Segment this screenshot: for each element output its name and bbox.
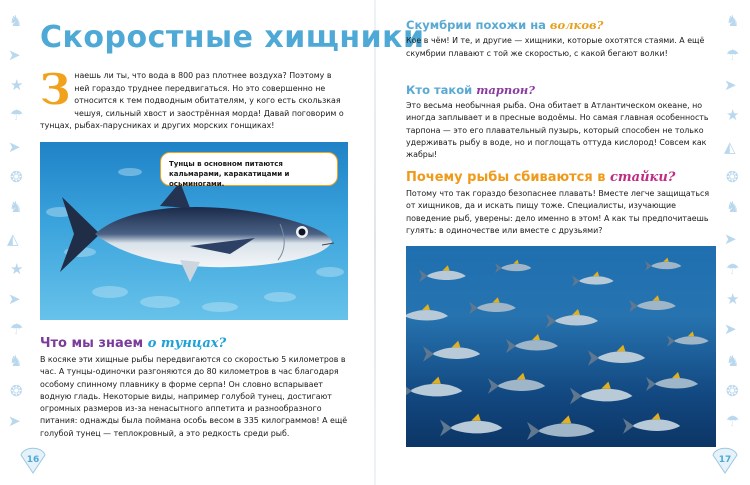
school-fish [406, 377, 462, 400]
school-fish [645, 258, 681, 271]
mackerel-paragraph: Кое в чём! И те, и другие — хищники, которые охотятся стаями. А ещё скумбрии плавают с той же скоростью, с какой бегают волки! [406, 36, 705, 58]
school-fish [629, 295, 676, 312]
school-fish [623, 413, 680, 434]
page-title: Скоростные хищники [40, 20, 425, 55]
school-fish [572, 271, 614, 286]
fish-icon: ➤ [8, 290, 21, 308]
seahorse-icon: ♞ [726, 12, 740, 30]
fish-icon: ➤ [724, 76, 737, 94]
seahorse-icon: ♞ [9, 352, 23, 370]
heading-text: Что мы знаем [40, 336, 144, 351]
section-heading-tuna [40, 336, 226, 351]
shark-icon: ◭ [724, 138, 736, 156]
school-fish [406, 304, 448, 323]
right-border-decoration [716, 0, 750, 485]
school-fish [469, 297, 516, 314]
fish-icon: ➤ [8, 46, 21, 64]
heading-accent: волков? [549, 18, 604, 32]
shark-icon: ◭ [7, 230, 19, 248]
page-number-text: 17 [718, 455, 732, 465]
jellyfish-icon: ☂ [10, 106, 24, 124]
starfish-icon: ★ [10, 76, 24, 94]
school-fish [667, 331, 709, 346]
section-heading-tarpon [406, 83, 535, 97]
intro-text: наешь ли ты, что вода в 800 раз плотнее воздуха? Поэтому в ней гораздо труднее передвигаться. Но это совершенно не относится к тем подводным обитателям, у кого есть скользкая чешуя, сильный хвост и заострённая морда! Давай поговорим о тунцах, рыбах-парусниках и других морских гонщиках! [40, 71, 344, 130]
school-fish [646, 372, 698, 391]
shell-icon: ❂ [10, 168, 23, 186]
school-fish [495, 260, 531, 273]
shell-icon: ❂ [726, 382, 739, 400]
school-fish [440, 414, 502, 437]
section-heading-mackerel [406, 18, 603, 32]
photo-caption-callout: Тунцы в основном питаются кальмарами, каракатицами и осьминогами. [160, 152, 338, 186]
heading-accent: стайки? [610, 170, 676, 185]
seahorse-icon: ♞ [726, 352, 740, 370]
school-fish [546, 309, 598, 328]
seahorse-icon: ♞ [726, 198, 740, 216]
drop-cap: З [40, 65, 71, 114]
page-number-text: 16 [26, 455, 40, 465]
starfish-icon: ★ [726, 106, 740, 124]
fish-icon: ➤ [724, 320, 737, 338]
fish-icon: ➤ [8, 138, 21, 156]
heading-text: Почему рыбы сбиваются в [406, 170, 606, 185]
school-fish [506, 334, 558, 353]
fish-icon: ➤ [724, 230, 737, 248]
section-heading-schools [406, 170, 675, 185]
seahorse-icon: ♞ [9, 198, 23, 216]
heading-accent: тарпон? [476, 83, 536, 97]
starfish-icon: ★ [726, 290, 740, 308]
jellyfish-icon: ☂ [726, 46, 740, 64]
heading-accent: о тунцах? [147, 336, 227, 351]
fish-icon: ➤ [8, 412, 21, 430]
school-fish [423, 341, 480, 362]
school-fish [527, 415, 595, 440]
jellyfish-icon: ☂ [726, 412, 740, 430]
seahorse-icon: ♞ [9, 12, 23, 30]
shell-icon: ❂ [10, 382, 23, 400]
jellyfish-icon: ☂ [726, 260, 740, 278]
fish-school-image [406, 246, 716, 447]
school-fish [488, 373, 545, 394]
school-fish [588, 345, 645, 366]
heading-text: Скумбрии похожи на [406, 18, 546, 32]
shell-icon: ❂ [726, 168, 739, 186]
left-border-decoration [0, 0, 34, 485]
heading-text: Кто такой [406, 83, 473, 97]
page-number-left [18, 450, 48, 470]
book-spine [374, 0, 376, 485]
intro-paragraph [40, 65, 348, 133]
tuna-paragraph: В косяке эти хищные рыбы передвигаются со скоростью 5 километров в час. А тунцы-одиночки разгоняются до 80 километров в час благодаря особому спинному плавнику в форме серпа! Он словно вспарывает водную гладь. Некоторые виды, например голубой тунец, достигают огромных размеров из-за ненасытного аппетита и разнообразного питания: однажды была поймана особь весом в 335 килограммов! А ещё голубой тунец — теплокровный, а это редкость среди рыб. [40, 355, 348, 438]
schools-paragraph: Потому что так гораздо безопаснее плавать! Вместе легче защищаться от хищников, да и искать пищу тоже. Специалисты, изучающие поведение рыб, уверены: дело именно в этом! А как ты предпочитаешь гулять: в одиночестве или вместе с друзьями? [406, 189, 710, 235]
jellyfish-icon: ☂ [10, 320, 24, 338]
starfish-icon: ★ [10, 260, 24, 278]
page-number-right [710, 450, 740, 470]
school-fish [570, 382, 632, 405]
fish-school-illustration [406, 246, 716, 447]
school-fish [419, 265, 466, 282]
tarpon-paragraph: Это весьма необычная рыба. Она обитает в Атлантическом океане, но иногда заплывает и в пресные водоёмы. Но самая главная особенность тарпона — это его плавательный пузырь, который способен не только удерживать рыбу в воде, но и поглощать оттуда кислород! Совсем как жабры! [406, 101, 709, 160]
